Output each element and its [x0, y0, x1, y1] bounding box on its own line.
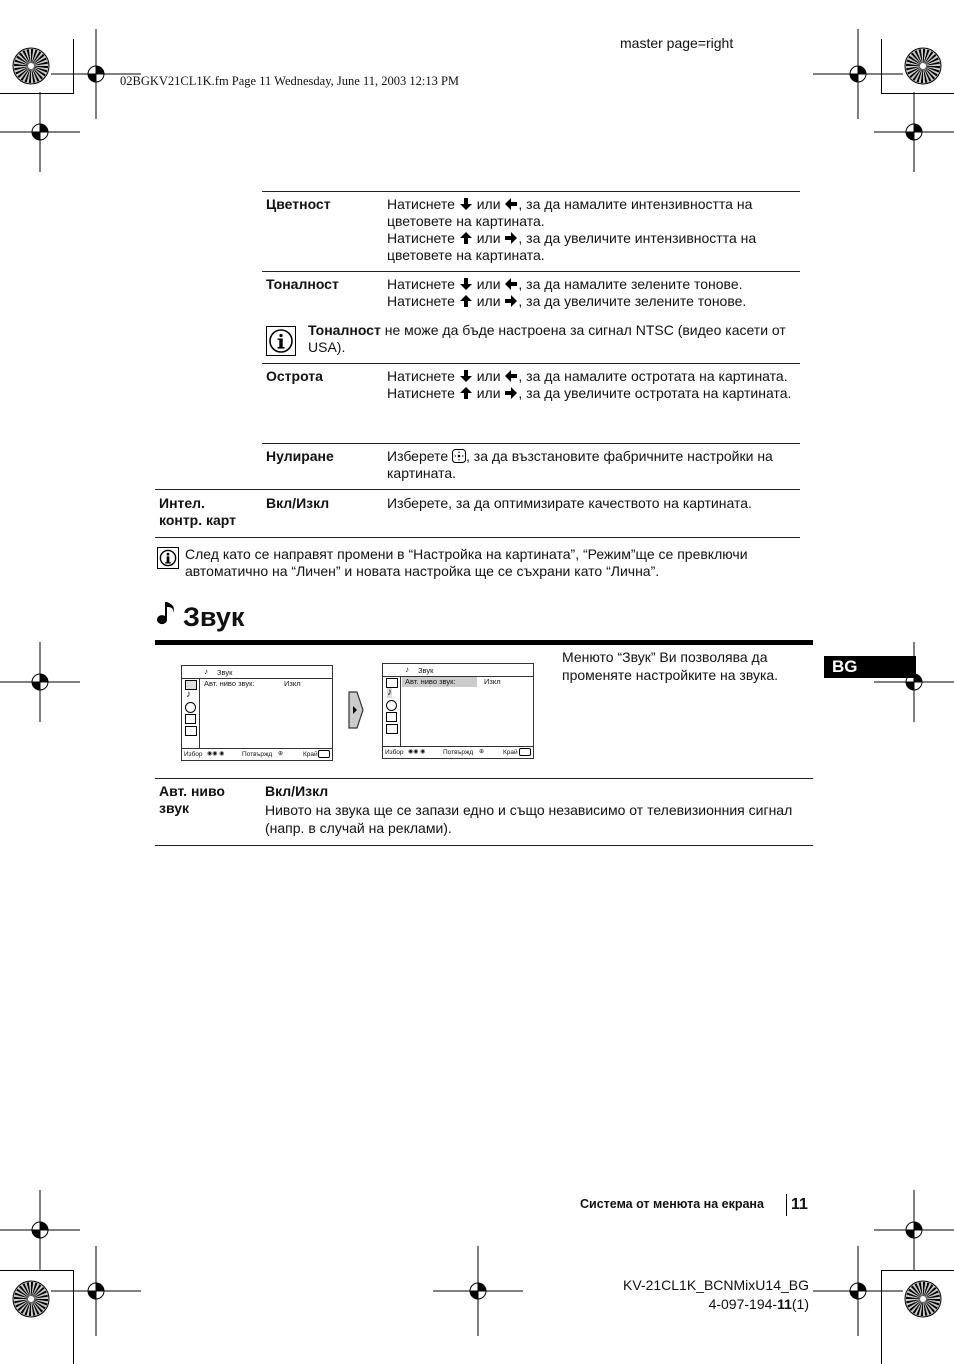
sound-label-line-2: звук [159, 800, 190, 816]
registration-mark-icon [813, 1246, 903, 1336]
doc-code-suffix: (1) [791, 1296, 809, 1312]
intel-label-line-2: контр. карт [159, 512, 237, 528]
menu-footer [182, 748, 332, 760]
arrows-icon: ◉◉ ◉ [207, 751, 225, 757]
menu-exit-label: Край [303, 751, 318, 758]
table-rule [262, 443, 800, 444]
arrow-right-icon [347, 690, 365, 735]
ok-icon: ⊕ [479, 749, 485, 755]
intel-label [159, 495, 236, 529]
intel-value: Вкл/Изкл [266, 495, 330, 511]
left-arrow-icon [504, 197, 518, 211]
sound-menu-icon: ♪ [186, 689, 191, 700]
menu-exit-label: Край [503, 749, 518, 756]
row-text-color [387, 196, 799, 264]
model-code: KV-21CL1K_BCNMixU14_BG [623, 1277, 809, 1293]
doc-code [604, 1296, 809, 1312]
footer-title: Система от менюта на екрана [580, 1197, 764, 1211]
doc-code-prefix: 4-097-194- [708, 1296, 778, 1312]
tone-note-bold: Тоналност [308, 322, 381, 338]
music-note-icon [157, 600, 179, 635]
registration-mark-icon [51, 1246, 141, 1336]
menu-confirm-label: Потвържд [242, 751, 273, 758]
intel-label-line-1: Интел. [159, 495, 205, 511]
sound-menu-icon: ♪ [387, 687, 392, 698]
doc-code-bold: 11 [777, 1296, 792, 1312]
row-text-line: Натиснете или , за да намалите интензивността на цветовете на картината. [387, 196, 753, 229]
menu-icon-column [182, 678, 200, 749]
menu-header [383, 664, 533, 677]
up-arrow-icon [459, 294, 473, 308]
registration-mark-icon [433, 1246, 523, 1336]
music-note-icon: ♪ [405, 665, 409, 674]
tone-note [308, 322, 788, 356]
intel-desc: Изберете, за да оптимизирате качеството на картината. [387, 495, 752, 511]
row-text-reset [387, 448, 799, 482]
row-text-line: Натиснете или , за да увеличите зелените тонове. [387, 293, 747, 309]
menu-item-label: Авт. ниво звук: [204, 679, 255, 688]
color-target-icon [11, 46, 51, 86]
note-text: След като се направят промени в “Настройка на картината”, “Режим”ще се превключи автоматично на “Личен” и новата настройка ще се съхрани като “Лична”. [185, 546, 748, 579]
row-text-line: Изберете , за да възстановите фабричните настройки на картината. [387, 448, 773, 481]
right-arrow-icon [504, 386, 518, 400]
sound-label [159, 783, 225, 817]
right-arrow-icon [504, 294, 518, 308]
row-text-line: Натиснете или , за да увеличите интензивността на цветовете на картината. [387, 230, 757, 263]
timer-menu-icon [185, 702, 196, 713]
menu-button-icon [318, 750, 330, 758]
sound-label-line-1: Авт. ниво [159, 783, 225, 799]
row-text-line: Натиснете или , за да намалите зелените тонове. [387, 276, 743, 292]
toolbox-menu-icon [185, 726, 197, 736]
sound-value: Вкл/Изкл [265, 783, 329, 799]
row-label-color: Цветност [266, 196, 331, 212]
color-target-icon [11, 1279, 51, 1319]
color-target-icon [903, 46, 943, 86]
menu-item-value: Изкл [284, 679, 301, 688]
setup-menu-icon [386, 712, 397, 722]
row-text-line: Натиснете или , за да увеличите остротата на картината. [387, 385, 792, 401]
music-note-icon: ♪ [204, 667, 208, 676]
menu-item-value: Изкл [484, 677, 501, 686]
language-tab: BG [824, 656, 916, 678]
ok-arrow-icon [452, 449, 466, 463]
menu-screen-after [382, 663, 534, 759]
file-info: 02BGKV21CL1K.fm Page 11 Wednesday, June 11, 2003 12:13 PM [120, 74, 460, 88]
down-arrow-icon [459, 197, 473, 211]
color-target-icon [903, 1279, 943, 1319]
row-text-line: Натиснете или , за да намалите остротата на картината. [387, 368, 788, 384]
page-number: 11 [786, 1194, 808, 1216]
row-text-tone [387, 276, 799, 310]
menu-select-label: Избор [184, 751, 203, 758]
table-rule [155, 778, 813, 779]
menu-item-label: Авт. ниво звук: [405, 677, 456, 686]
registration-mark-icon [0, 642, 80, 722]
toolbox-menu-icon [386, 724, 398, 734]
row-label-reset: Нулиране [266, 448, 334, 464]
table-rule [155, 537, 800, 538]
left-arrow-icon [504, 369, 518, 383]
table-rule [262, 363, 800, 364]
section-rule [155, 640, 813, 645]
table-rule [262, 191, 800, 192]
info-icon [157, 547, 179, 569]
up-arrow-icon [459, 386, 473, 400]
down-arrow-icon [459, 369, 473, 383]
section-title [157, 600, 244, 635]
left-arrow-icon [504, 277, 518, 291]
menu-select-label: Избор [385, 749, 404, 756]
row-label-tone: Тоналност [266, 276, 339, 292]
row-label-sharpness: Острота [266, 368, 323, 384]
registration-mark-icon [0, 92, 80, 172]
menu-screen-before [181, 665, 333, 761]
registration-mark-icon [874, 642, 954, 722]
menu-button-icon [519, 748, 531, 756]
info-icon [266, 326, 296, 356]
menu-title: Звук [217, 667, 233, 677]
menu-header [182, 666, 332, 679]
table-rule [155, 845, 813, 846]
timer-menu-icon [386, 700, 397, 711]
menu-title: Звук [418, 665, 434, 675]
table-rule [155, 489, 800, 490]
tone-note-text: не може да бъде настроена за сигнал NTSC (видео касети от USA). [308, 322, 786, 355]
master-page-label: master page=right [620, 35, 734, 51]
ok-icon: ⊕ [278, 751, 284, 757]
sound-desc: Нивото на звука ще се запази едно и също независимо от телевизионния сигнал (напр. в случай на реклами). [265, 802, 793, 836]
menu-icon-column [383, 676, 401, 747]
section-intro: Менюто “Звук” Ви позволява да променяте настройките на звука. [562, 649, 779, 683]
up-arrow-icon [459, 231, 473, 245]
registration-mark-icon [874, 92, 954, 172]
right-arrow-icon [504, 231, 518, 245]
menu-confirm-label: Потвържд [443, 749, 474, 756]
section-title-text: Звук [183, 602, 245, 632]
row-text-sharpness [387, 368, 799, 402]
down-arrow-icon [459, 277, 473, 291]
table-rule [262, 271, 800, 272]
setup-menu-icon [185, 714, 196, 724]
arrows-icon: ◉◉ ◉ [408, 749, 426, 755]
menu-footer [383, 746, 533, 758]
